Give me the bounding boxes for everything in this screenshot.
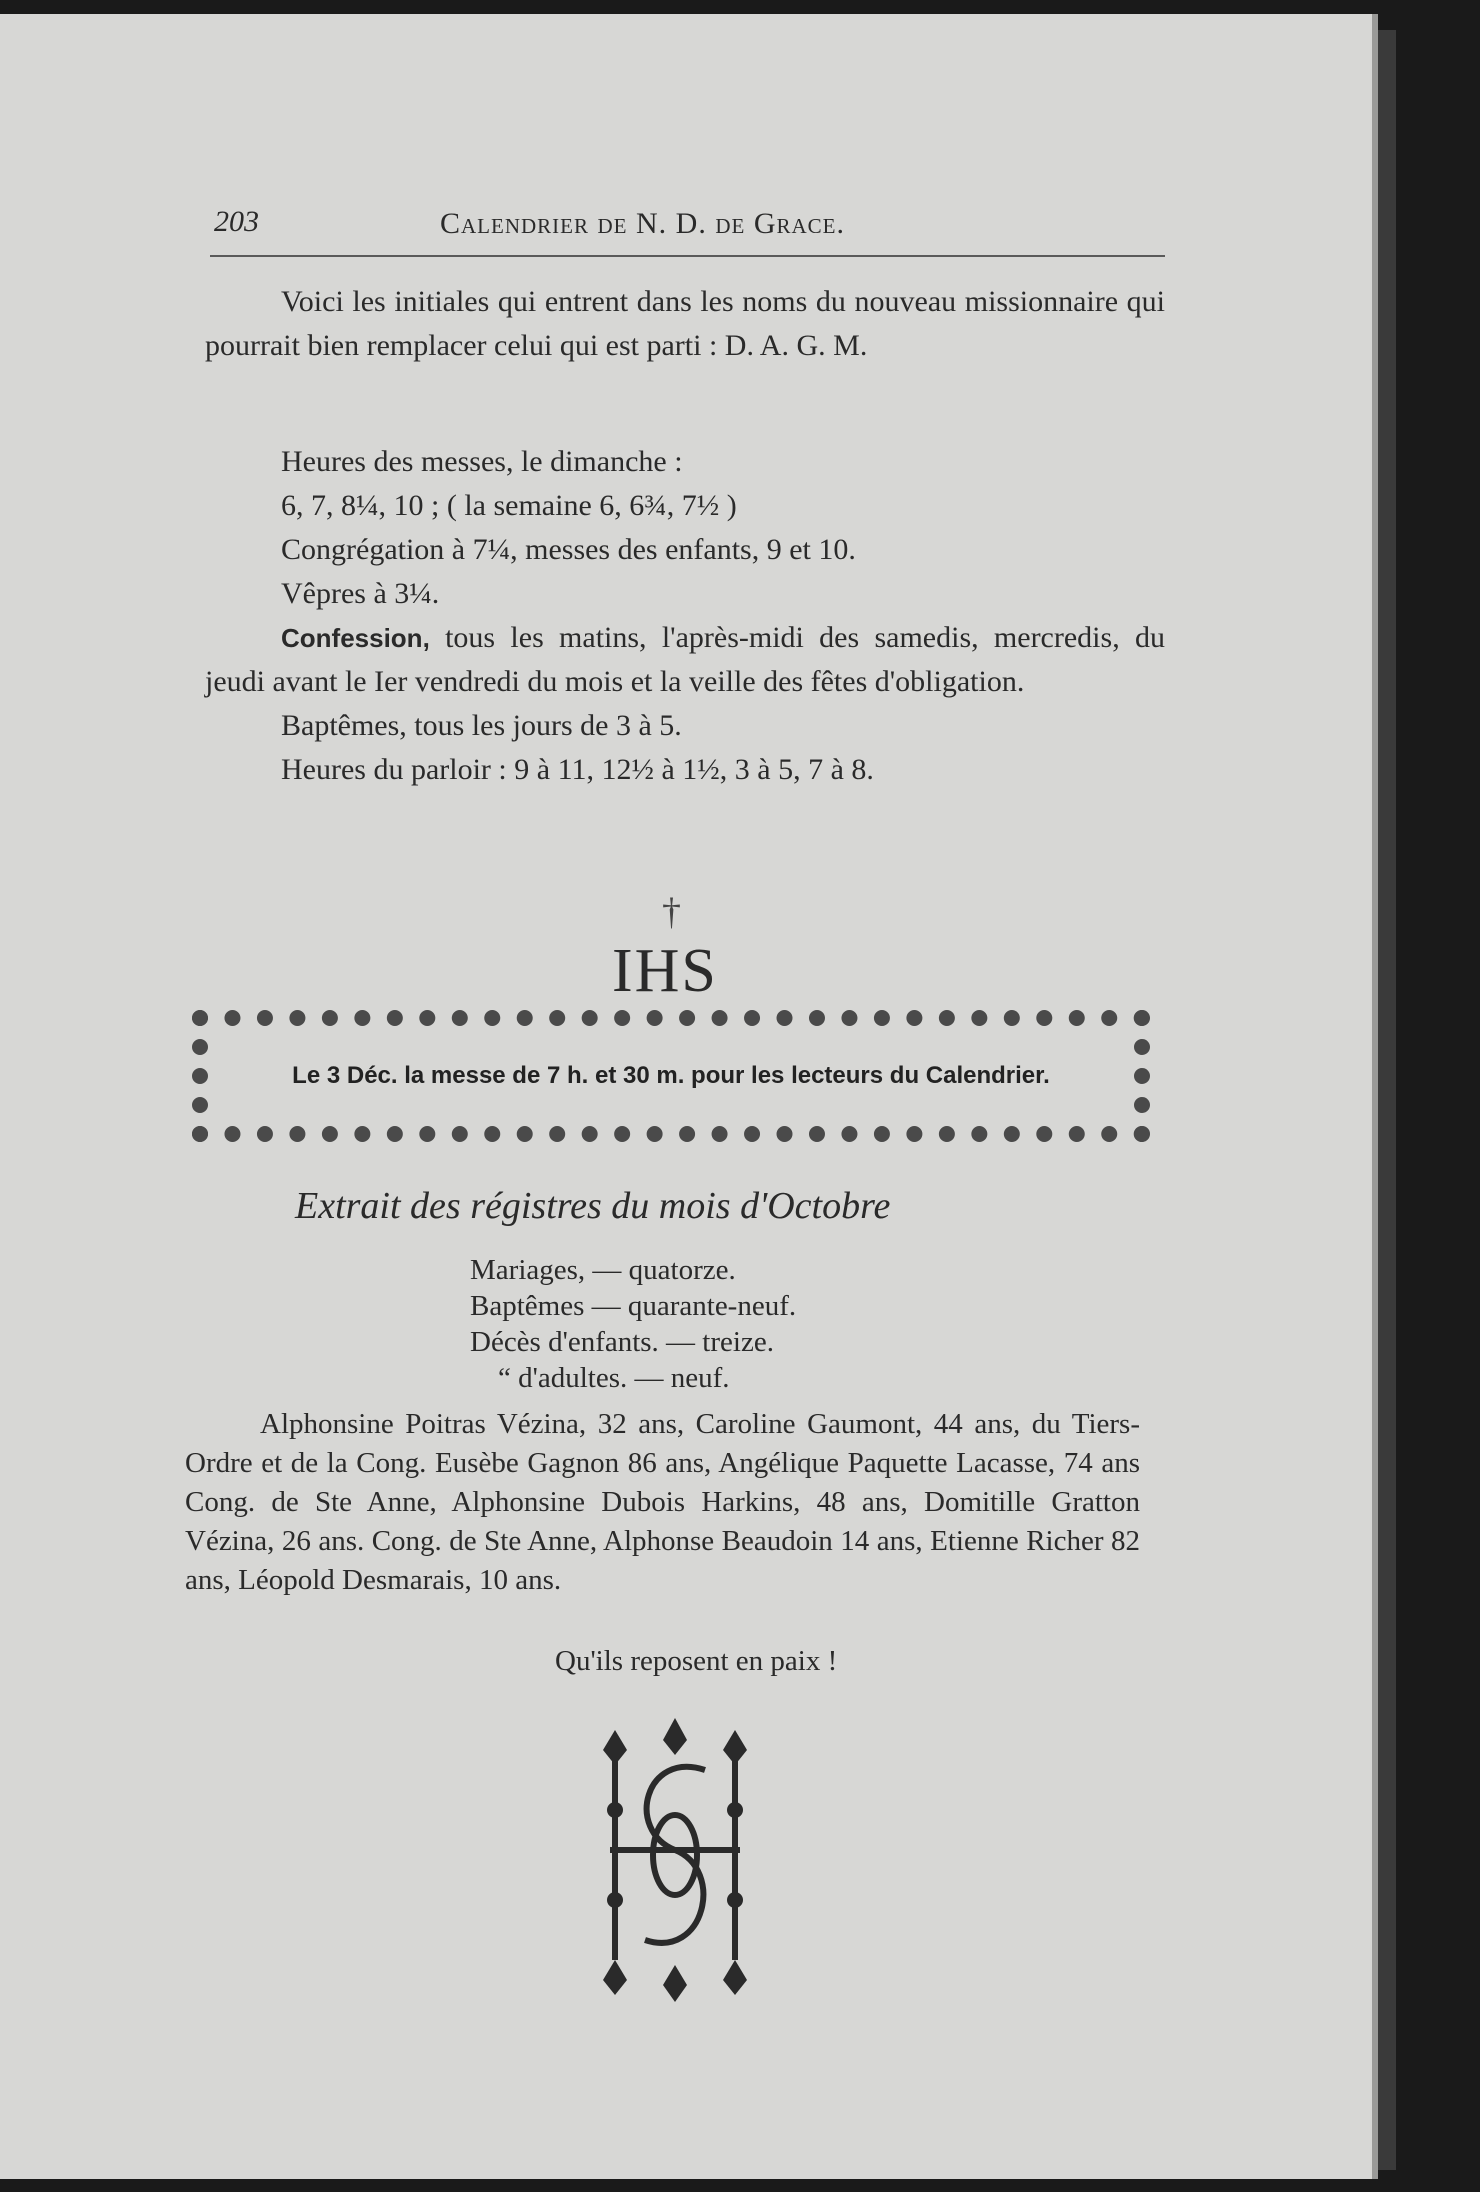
page-number: 203	[214, 205, 259, 238]
confession-label: Confession,	[281, 623, 430, 653]
schedule-line-congregation: Congrégation à 7¼, messes des enfants, 9 et 10.	[281, 533, 856, 566]
running-title: Calendrier de N. D. de Grace.	[440, 207, 845, 240]
schedule-line-vespers: Vêpres à 3¼.	[281, 577, 440, 610]
schedule-line-parlour: Heures du parloir : 9 à 11, 12½ à 1½, 3 à 5, 7 à 8.	[281, 753, 874, 786]
page-header	[210, 205, 1165, 257]
stat-baptisms: Baptêmes — quarante-neuf.	[470, 1290, 797, 1322]
confession-text: tous les matins, l'après-midi des samedis, mercredis, du jeudi avant le Ier vendredi du mois et la veille des fêtes d'obligation.	[205, 621, 1165, 698]
stat-child-deaths: Décès d'enfants. — treize.	[470, 1326, 774, 1358]
schedule-block	[205, 440, 1165, 792]
stat-adult-deaths: “ d'adultes. — neuf.	[498, 1362, 730, 1394]
deceased-names: Alphonsine Poitras Vézina, 32 ans, Caroline Gaumont, 44 ans, du Tiers-Ordre et de la Cong. Eusèbe Gagnon 86 ans, Angélique Paquette Lacasse, 74 ans Cong. de Ste Anne, Alphonsine Dubois Harkins, 48 ans, Domitille Gratton Vézina, 26 ans. Cong. de Ste Anne, Alphonse Beaudoin 14 ans, Etienne Richer 82 ans, Léopold Desmarais, 10 ans.	[185, 1408, 1140, 1596]
monogram-ornament-icon	[555, 1710, 795, 2010]
notice-box	[192, 1010, 1150, 1142]
intro-paragraph: Voici les initiales qui entrent dans les noms du nouveau missionnaire qui pourrait bien remplacer celui qui est parti : D. A. G. M.	[205, 285, 1165, 362]
stats-list	[470, 1252, 796, 1396]
notice-text: Le 3 Déc. la messe de 7 h. et 30 m. pour les lecteurs du Calendrier.	[292, 1062, 1050, 1089]
closing-line: Qu'ils reposent en paix !	[555, 1645, 838, 1677]
cross-icon: †	[662, 891, 681, 933]
extract-title: Extrait des régistres du mois d'Octobre	[295, 1185, 891, 1227]
stat-marriages: Mariages, — quatorze.	[470, 1254, 736, 1286]
ihs-heading: IHS	[612, 937, 718, 1005]
schedule-line-masses: Heures des messes, le dimanche :	[281, 445, 683, 478]
page-edge	[1378, 30, 1396, 2170]
schedule-line-baptisms: Baptêmes, tous les jours de 3 à 5.	[281, 709, 682, 742]
schedule-line-times: 6, 7, 8¼, 10 ; ( la semaine 6, 6¾, 7½ )	[281, 489, 737, 522]
schedule-confession	[205, 616, 1165, 704]
